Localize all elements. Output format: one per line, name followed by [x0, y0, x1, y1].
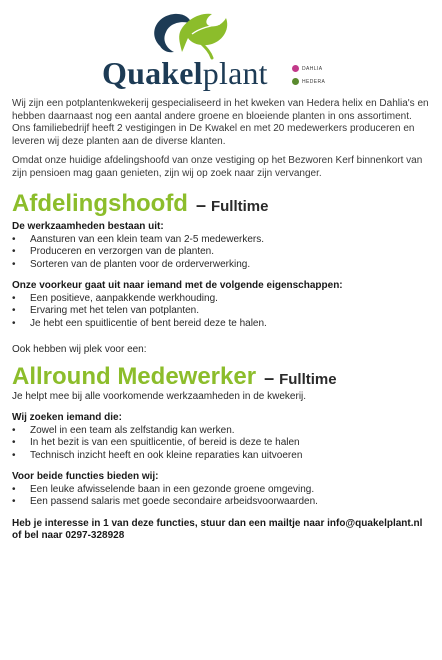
offer-list: [12, 484, 432, 509]
list-item: • Een leuke afwisselende baan in een gezonde groene omgeving.: [12, 483, 315, 495]
brand-item: [292, 76, 325, 87]
closing-contact: Heb je interesse in 1 van deze functies, stuur dan een mailtje naar info@quakelplant.nl of bel naar 0297-328928: [12, 517, 423, 541]
logo-name-bold: Quakel: [102, 55, 203, 91]
job-title-afdelingshoofd: [12, 190, 432, 218]
logo-name-rest: plant: [202, 55, 268, 91]
list-item: • Produceren en verzorgen van de planten.: [12, 246, 215, 257]
list-item: • Technisch inzicht heeft en ook kleine reparaties kan uitvoeren: [12, 449, 303, 461]
hedera-dot-icon: [292, 78, 299, 85]
duties-heading: De werkzaamheden bestaan uit:: [12, 221, 164, 232]
requirements-list: [12, 425, 432, 463]
dahlia-dot-icon: [292, 65, 299, 72]
preference-heading: Onze voorkeur gaat uit naar iemand met de volgende eigenschappen:: [12, 280, 343, 291]
also-line: Ook hebben wij plek voor een:: [12, 344, 147, 355]
brand-list: [292, 63, 325, 89]
brand-label: DAHLIA: [302, 65, 323, 72]
job-dash: –: [195, 195, 206, 215]
job-name: Allround Medewerker: [12, 362, 257, 390]
list-item: • Sorteren van de planten voor de orderverwerking.: [12, 258, 251, 270]
list-item: • Je hebt een spuitlicentie of bent bereid deze te halen.: [12, 317, 267, 329]
offer-heading: Voor beide functies bieden wij:: [12, 471, 159, 482]
job-name: Afdelingshoofd: [12, 190, 188, 217]
job-type: Fulltime: [210, 198, 269, 215]
list-item: • Een positieve, aanpakkende werkhouding.: [12, 292, 218, 304]
requirements-heading: Wij zoeken iemand die:: [12, 412, 122, 423]
vacancy-text: [12, 98, 432, 543]
job-type: Fulltime: [279, 370, 337, 388]
list-item: • Zowel in een team als zelfstandig kan werken.: [12, 424, 235, 436]
list-item: • Aansturen van een klein team van 2-5 medewerkers.: [12, 233, 265, 245]
job2-description: Je helpt mee bij alle voorkomende werkzaamheden in de kwekerij.: [12, 390, 307, 402]
list-item: • Een passend salaris met goede secondaire arbeidsvoorwaarden.: [12, 496, 318, 507]
brand-item: [292, 63, 325, 74]
job-title-allround: [12, 363, 432, 391]
duties-list: [12, 234, 432, 272]
preference-list: [12, 293, 432, 331]
logo: [0, 0, 442, 100]
brand-label: HEDERA: [302, 78, 326, 85]
logo-wordmark: [102, 56, 268, 90]
job-dash: –: [264, 367, 275, 388]
intro-paragraph: Wij zijn een potplantenkwekerij gespecialiseerd in het kweken van Hedera helix en Dahlia's en hebben daarnaast nog een aantal andere groene en bloeiende planten in ons assortiment. Ons familiebedrijf heeft 2 vestigingen in De Kwakel en met 20 medewerkers produceren en leveren wij deze planten aan de diverse klanten.: [12, 98, 429, 147]
list-item: • In het bezit is van een spuitlicentie, of bereid is deze te halen: [12, 437, 300, 448]
list-item: • Ervaring met het telen van potplanten.: [12, 305, 199, 316]
intro-paragraph-2: Omdat onze huidige afdelingshoofd van onze vestiging op het Bezworen Kerf binnenkort van zijn pensioen mag gaan genieten, zijn wij op zoek naar zijn vervanger.: [12, 155, 423, 179]
